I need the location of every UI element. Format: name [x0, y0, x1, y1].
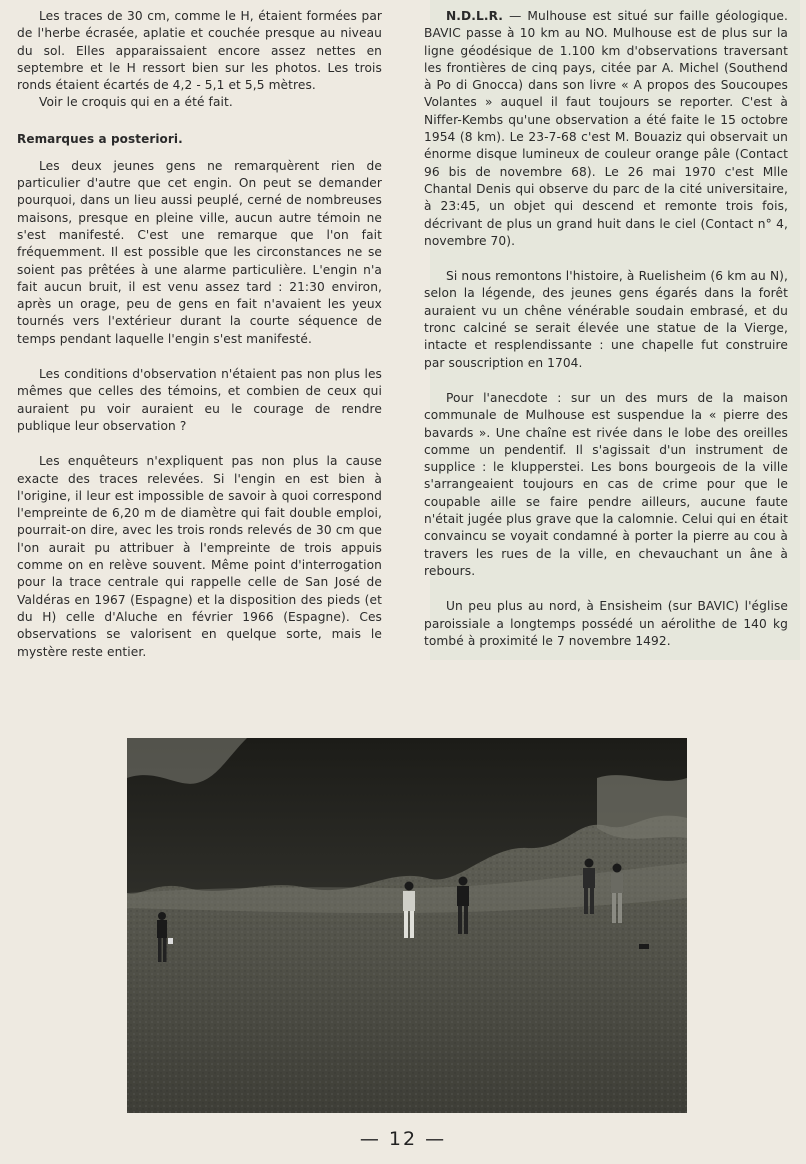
ndlr-text: — Mulhouse est situé sur faille géologique. BAVIC passe à 10 km au NO. Mulhouse est de plus sur la ligne géodésique de 1.100 km d'observations traversant les frontières de cinq pays, citée par A. Michel (Southend à Po di Gnocca) dans son livre « A propos des Soucoupes Volantes » auquel il faut toujours se reporter. C'est à Niffer-Kembs qu'une observation a été faite le 15 octobre 1954 (8 km). Le 23-7-68 c'est M. Bouaziz qui observait un énorme disque lumineux de couleur orange pâle (Contact 96 bis de novembre 68). Le 26 mai 1970 c'est Mlle Chantal Denis qui observe du parc de la cité universitaire, à 23:45, un objet qui descend et remonte trois fois, décrivant de plus un grand huit dans le ciel (Contact n° 4, novembre 70). — [424, 9, 788, 248]
left-paragraph-3: Les deux jeunes gens ne remarquèrent rien de particulier d'autre que cet engin. On peut se demander pourquoi, dans un lieu aussi peuplé, cerné de nombreuses maisons, presque en pleine ville, aucun autre témoin ne s'est manifesté. C'est une remarque que l'on fait fréquemment. Il est possible que les circonstances ne se soient pas prêtées à une alarme particulière. L'engin n'a fait aucun bruit, il est venu assez tard : 21:30 environ, après un orage, peu de gens en fait n'avaient les yeux tournés vers l'extérieur durant la courte séquence de temps pendant laquelle l'engin s'est manifesté. — [17, 158, 382, 346]
right-paragraph-4: Un peu plus au nord, à Ensisheim (sur BAVIC) l'église paroissiale a longtemps possédé un aérolithe de 140 kg tombé à proximité le 7 novembre 1492. — [424, 599, 788, 648]
photo-illustration — [127, 738, 687, 1113]
left-paragraph-2: Voir le croquis qui en a été fait. — [39, 95, 233, 110]
site-photograph — [127, 738, 687, 1113]
right-column — [424, 8, 788, 668]
right-paragraph-2: Si nous remontons l'histoire, à Ruelisheim (6 km au N), selon la légende, des jeunes gens égarés dans la forêt auraient vu un chêne vénérable soudain embrasé, et du tronc calciné se serait élevée une statue de la Vierge, intacte et resplendissante : une chapelle fut construire par souscription en 1704. — [424, 269, 788, 370]
bright-foliage — [597, 775, 687, 839]
ndlr-label: N.D.L.R. — [446, 9, 504, 23]
dark-object-on-grass — [639, 944, 649, 949]
left-column — [17, 8, 382, 679]
ndlr-paragraph — [424, 8, 788, 250]
left-paragraph-5: Les enquêteurs n'expliquent pas non plus la cause exacte des traces relevées. Si l'engin en est bien à l'origine, il leur est impossible de savoir à quoi correspond l'empreinte de 6,20 m de diamètre qui fait double emploi, pourrait-on dire, avec les trois ronds relevés de 30 cm que l'on aurait pu attribuer à l'empreinte de trois appuis comme on en relève souvent. Même point d'interrogation pour la trace centrale qui rappelle celle de San José de Valdéras en 1967 (Espagne) et la disposition des pieds (et du H) celle d'Aluche en février 1966 (Espagne). Ces observations se valorisent en quelque sorte, mais le mystère reste entier. — [17, 454, 382, 659]
section-heading: Remarques a posteriori. — [17, 131, 183, 146]
right-paragraph-3: Pour l'anecdote : sur un des murs de la maison communale de Mulhouse est suspendue la « pierre des bavards ». Une chaîne est rivée dans le lobe des oreilles comme un pendentif. Il s'agissait d'un instrument de supplice : le klupperstei. Les bons bourgeois de la ville s'arrangeaient toujours en cas de crime pour que le coupable aille se faire pendre ailleurs, aucune faute n'était jugée plus grave que la calomnie. Celui qui en était convaincu se voyait condamné à porter la pierre au cou à travers les rues de la ville, en chevauchant un âne à rebours. — [424, 390, 788, 578]
left-paragraph-4: Les conditions d'observation n'étaient pas non plus les mêmes que celles des témoins, et combien de ceux qui auraient pu voir auraient eu le courage de rendre publique leur observation ? — [17, 367, 382, 433]
left-paragraph-1: Les traces de 30 cm, comme le H, étaient formées par de l'herbe écrasée, aplatie et couchée presque au niveau du sol. Elles apparaissaient encore assez nettes en septembre et le H ressort bien sur les photos. Les trois ronds étaient écartés de 4,2 - 5,1 et 5,5 mètres. — [17, 9, 382, 93]
page-number: — 12 — — [359, 1128, 447, 1150]
